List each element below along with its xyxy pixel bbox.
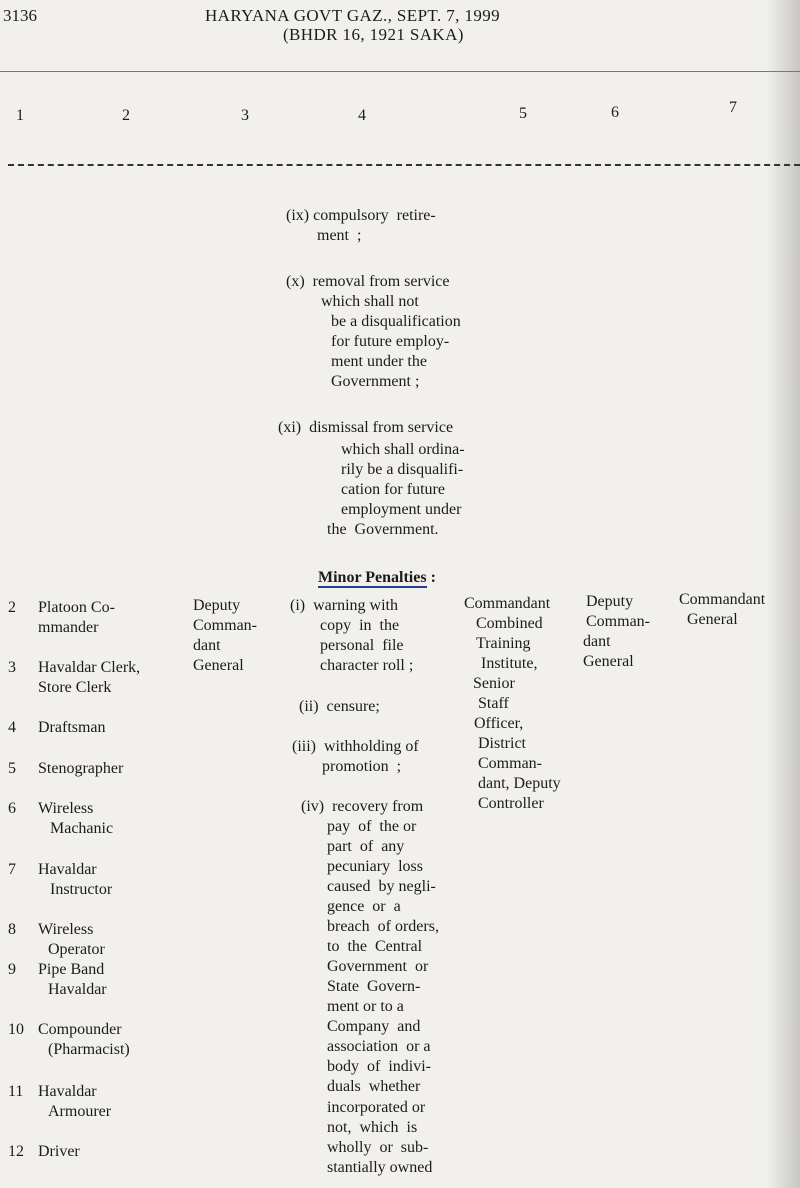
post-number: 3 <box>8 659 16 676</box>
post-number: 5 <box>8 760 16 777</box>
penalty-line: breach of orders, <box>327 918 439 935</box>
minor-penalties-title: Minor Penalties <box>318 569 427 586</box>
penalty-line: (iii) withholding of <box>292 738 419 755</box>
post-name: Pipe Band <box>38 961 105 978</box>
penalty-line: body of indivi- <box>327 1058 431 1075</box>
penalty-line: ment ; <box>317 227 362 244</box>
penalty-line: not, which is <box>327 1119 418 1136</box>
penalty-line: ment under the <box>331 353 427 370</box>
table-header-divider <box>8 164 800 166</box>
penalty-line: Government ; <box>331 373 420 390</box>
page-edge-shadow <box>766 0 800 1188</box>
authority-line: Institute, <box>481 655 538 672</box>
authority-line: General <box>687 611 738 628</box>
authority-line: Staff <box>478 695 509 712</box>
column-number-7: 7 <box>729 99 737 116</box>
heading-colon: : <box>426 569 436 586</box>
column-number-5: 5 <box>519 105 527 122</box>
column-number-6: 6 <box>611 104 619 121</box>
penalty-line: which shall ordina- <box>341 441 465 458</box>
penalty-line: caused by negli- <box>327 878 436 895</box>
penalty-line: part of any <box>327 838 405 855</box>
penalty-line: gence or a <box>327 898 401 915</box>
penalty-line: (i) warning with <box>290 597 398 614</box>
header-divider <box>0 71 800 72</box>
authority-line: dant <box>583 633 611 650</box>
penalty-line: rily be a disqualifi- <box>341 461 464 478</box>
post-name: Platoon Co- <box>38 599 115 616</box>
post-name: Wireless <box>38 921 94 938</box>
post-number: 11 <box>8 1083 24 1100</box>
authority-line: Deputy <box>193 597 241 614</box>
authority-line: General <box>583 653 634 670</box>
penalty-line: ment or to a <box>327 998 404 1015</box>
post-name: Havaldar <box>38 1083 97 1100</box>
authority-line: Comman- <box>478 755 542 772</box>
penalty-line: to the Central <box>327 938 423 955</box>
penalty-line: Company and <box>327 1018 421 1035</box>
penalty-line: character roll ; <box>320 657 414 674</box>
post-name: Compounder <box>38 1021 122 1038</box>
post-number: 4 <box>8 719 16 736</box>
post-name: Store Clerk <box>38 679 112 696</box>
penalty-line: personal file <box>320 637 404 654</box>
page-number: 3136 <box>3 6 37 25</box>
column-number-1: 1 <box>16 107 24 124</box>
authority-line: Comman- <box>586 613 650 630</box>
post-name: Driver <box>38 1143 80 1160</box>
minor-penalties-heading <box>318 569 436 587</box>
penalty-line: association or a <box>327 1038 431 1055</box>
penalty-line: duals whether <box>327 1078 421 1095</box>
authority-line: Deputy <box>586 593 634 610</box>
column-number-3: 3 <box>241 107 249 124</box>
authority-line: Senior <box>473 675 515 692</box>
penalty-line: which shall not <box>321 293 419 310</box>
penalty-line: copy in the <box>320 617 400 634</box>
post-number: 8 <box>8 921 16 938</box>
penalty-line: State Govern- <box>327 978 421 995</box>
penalty-line: incorporated or <box>327 1099 426 1116</box>
post-name: Havaldar <box>48 981 107 998</box>
authority-line: dant <box>193 637 221 654</box>
penalty-line: (iv) recovery from <box>301 798 424 815</box>
post-number: 12 <box>8 1143 24 1160</box>
authority-line: Comman- <box>193 617 257 634</box>
post-name: Havaldar <box>38 861 97 878</box>
post-name: (Pharmacist) <box>48 1041 130 1058</box>
penalty-line: Government or <box>327 958 429 975</box>
penalty-line: promotion ; <box>322 758 402 775</box>
gazette-title: HARYANA GOVT GAZ., SEPT. 7, 1999 <box>205 6 501 25</box>
column-number-2: 2 <box>122 107 130 124</box>
authority-line: Officer, <box>474 715 524 732</box>
authority-line: Commandant <box>679 591 766 608</box>
gazette-date-saka: (BHDR 16, 1921 SAKA) <box>283 25 464 44</box>
penalty-line: for future employ- <box>331 333 450 350</box>
post-number: 9 <box>8 961 16 978</box>
authority-line: Training <box>476 635 531 652</box>
authority-line: Controller <box>478 795 544 812</box>
penalty-line: (x) removal from service <box>286 273 450 290</box>
penalty-line: (ix) compulsory retire- <box>286 207 436 224</box>
post-name: Armourer <box>48 1103 112 1120</box>
authority-line: District <box>478 735 526 752</box>
penalty-line: the Government. <box>327 521 439 538</box>
authority-line: General <box>193 657 244 674</box>
post-name: Wireless <box>38 800 94 817</box>
penalty-line: wholly or sub- <box>327 1139 429 1156</box>
penalty-line: employment under <box>341 501 462 518</box>
column-number-4: 4 <box>358 107 366 124</box>
post-name: Instructor <box>50 881 113 898</box>
post-number: 10 <box>8 1021 24 1038</box>
post-name: Operator <box>48 941 105 958</box>
post-name: mmander <box>38 619 99 636</box>
post-number: 6 <box>8 800 16 817</box>
penalty-line: (xi) dismissal from service <box>278 419 454 436</box>
penalty-line: be a disqualification <box>331 313 461 330</box>
post-name: Machanic <box>50 820 114 837</box>
post-number: 2 <box>8 599 16 616</box>
post-number: 7 <box>8 861 16 878</box>
penalty-line: pay of the or <box>327 818 417 835</box>
penalty-line: pecuniary loss <box>327 858 423 875</box>
post-name: Draftsman <box>38 719 106 736</box>
authority-line: Combined <box>476 615 543 632</box>
penalty-line: cation for future <box>341 481 445 498</box>
post-name: Stenographer <box>38 760 124 777</box>
penalty-line: (ii) censure; <box>299 698 380 715</box>
authority-line: dant, Deputy <box>478 775 561 792</box>
authority-line: Commandant <box>464 595 551 612</box>
post-name: Havaldar Clerk, <box>38 659 141 676</box>
penalty-line: stantially owned <box>327 1159 433 1176</box>
